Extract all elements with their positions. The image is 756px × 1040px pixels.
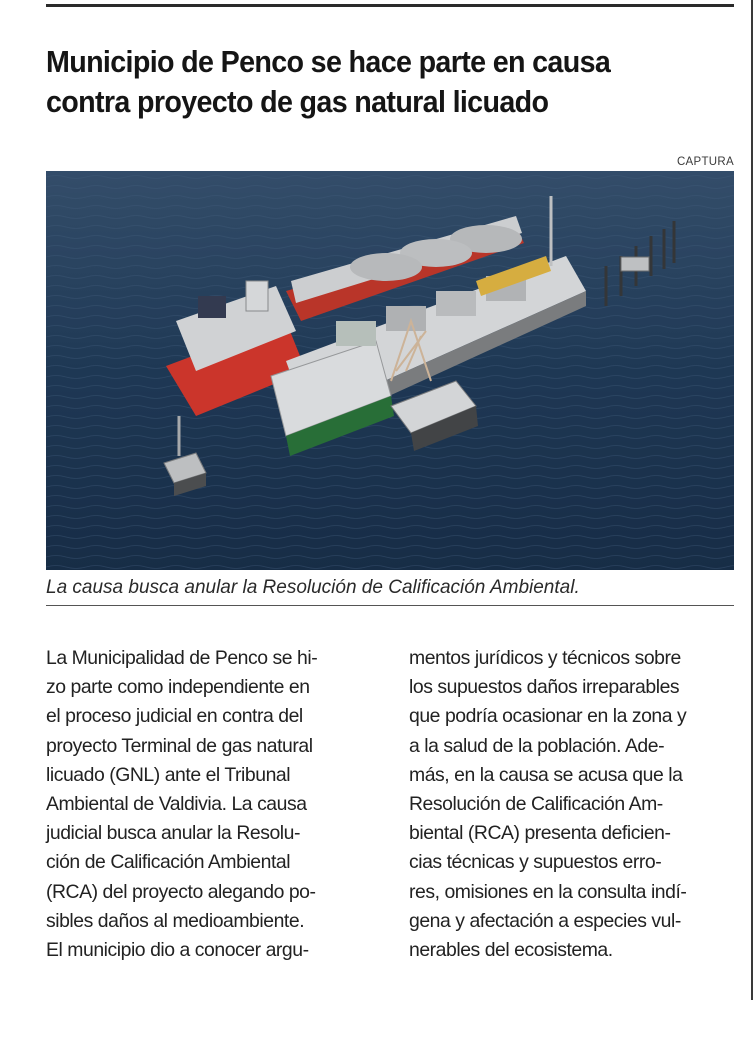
body-line: más, en la causa se acusa que la	[409, 763, 683, 786]
article-photo	[46, 171, 734, 570]
body-line: nerables del ecosistema.	[409, 939, 613, 962]
headline-line-1: Municipio de Penco se hace parte en causa	[46, 45, 611, 79]
body-line: licuado (GNL) ante el Tribunal	[46, 763, 291, 786]
body-line: res, omisiones en la consulta indí-	[409, 880, 687, 903]
caption-rule	[46, 605, 734, 606]
body-line: zo parte como independiente en	[46, 676, 310, 699]
body-line: gena y afectación a especies vul-	[409, 909, 681, 932]
body-column-right	[409, 644, 739, 965]
body-line: biental (RCA) presenta deficien-	[409, 822, 671, 845]
body-line: a la salud de la población. Ade-	[409, 734, 665, 757]
body-line: sibles daños al medioambiente.	[46, 909, 305, 932]
body-line: proyecto Terminal de gas natural	[46, 734, 313, 757]
body-line: que podría ocasionar en la zona y	[409, 705, 687, 728]
column-divider	[751, 0, 753, 1000]
headline	[46, 42, 695, 122]
body-line: El municipio dio a conocer argu-	[46, 939, 309, 962]
body-line: Resolución de Calificación Am-	[409, 793, 663, 816]
body-line: judicial busca anular la Resolu-	[46, 822, 300, 845]
photo-credit: CAPTURA	[676, 156, 734, 168]
body-line: Ambiental de Valdivia. La causa	[46, 793, 307, 816]
body-line: (RCA) del proyecto alegando po-	[46, 880, 316, 903]
body-column-left	[46, 644, 376, 965]
photo-caption: La causa busca anular la Resolución de Calificación Ambiental.	[46, 577, 580, 598]
body-line: mentos jurídicos y técnicos sobre	[409, 647, 681, 669]
body-line: los supuestos daños irreparables	[409, 676, 680, 699]
body-line: La Municipalidad de Penco se hi-	[46, 647, 318, 669]
body-line: el proceso judicial en contra del	[46, 705, 303, 728]
body-line: cias técnicas y supuestos erro-	[409, 851, 662, 874]
top-rule	[46, 4, 734, 7]
body-line: ción de Calificación Ambiental	[46, 851, 291, 874]
headline-line-2: contra proyecto de gas natural licuado	[46, 85, 549, 119]
lng-terminal-rendering-icon	[46, 171, 734, 570]
